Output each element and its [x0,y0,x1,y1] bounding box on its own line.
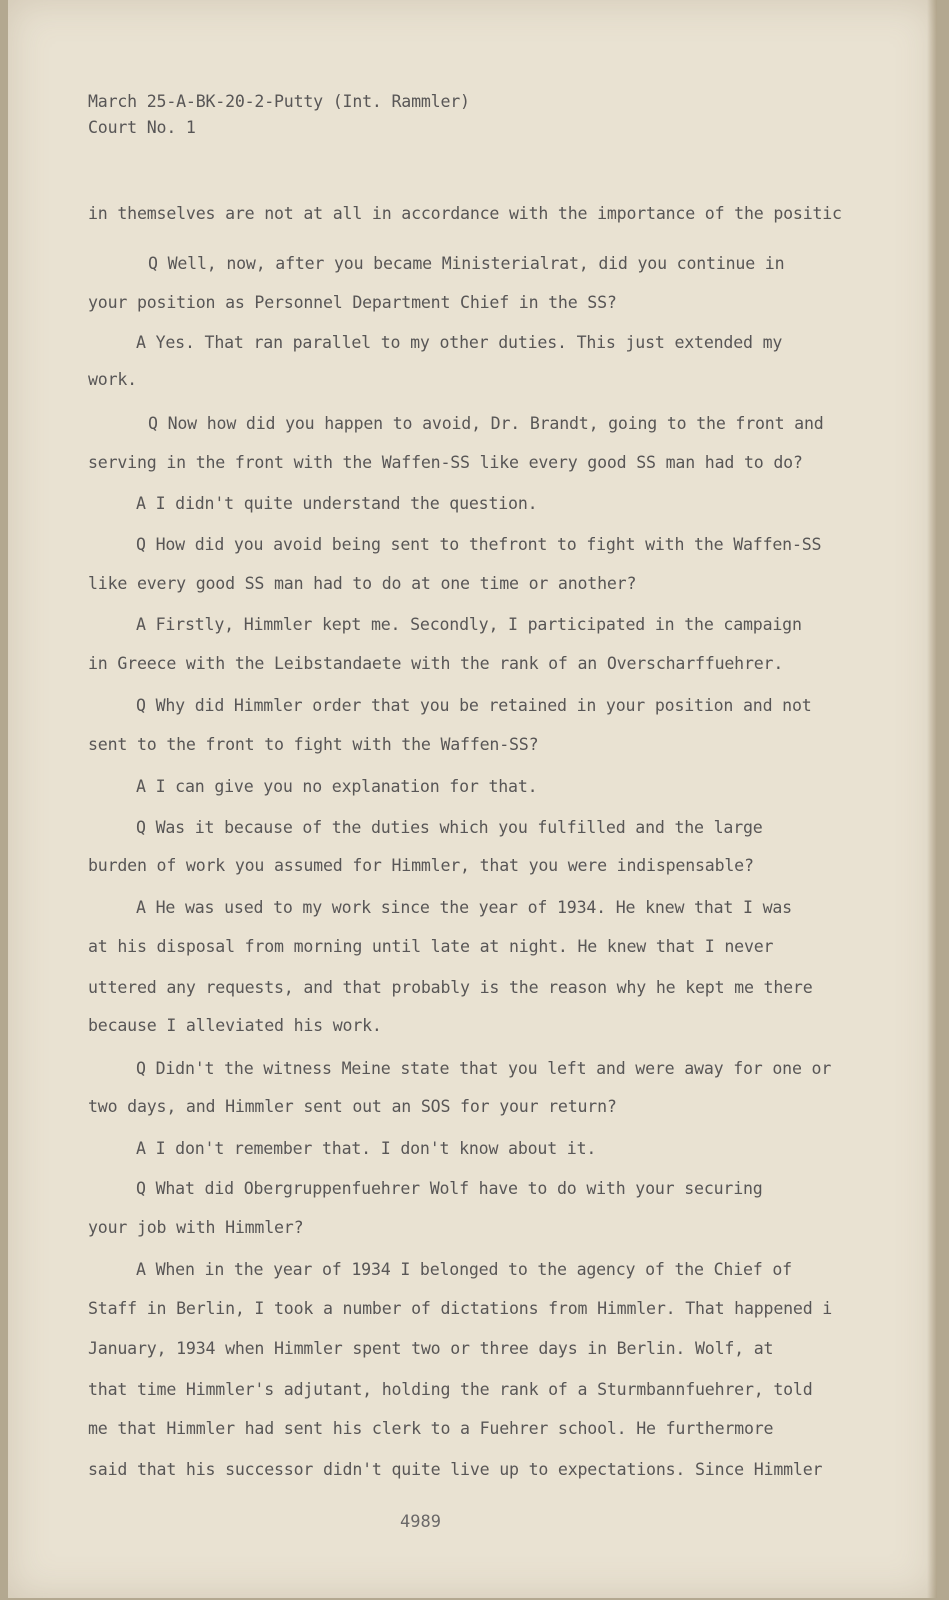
body-line: serving in the front with the Waffen-SS like every good SS man had to do? [88,453,803,472]
body-line: Q Didn't the witness Meine state that you left and were away for one or [136,1059,832,1078]
body-line: A He was used to my work since the year of 1934. He knew that I was [136,898,792,917]
body-line: A I didn't quite understand the question. [136,494,538,513]
body-line: your position as Personnel Department Chief in the SS? [88,293,617,312]
body-line: in themselves are not at all in accordance with the importance of the positic [88,204,842,223]
body-line: burden of work you assumed for Himmler, that you were indispensable? [88,856,754,875]
body-line: your job with Himmler? [88,1218,304,1237]
body-line: Q Now how did you happen to avoid, Dr. Brandt, going to the front and [148,414,824,433]
body-line: Q Well, now, after you became Ministerialrat, did you continue in [148,254,785,273]
document-page [8,0,937,1598]
body-line: Q Was it because of the duties which you fulfilled and the large [136,818,763,837]
body-line: A Yes. That ran parallel to my other duties. This just extended my [136,333,783,352]
body-line: A I can give you no explanation for that. [136,777,538,796]
body-line: January, 1934 when Himmler spent two or three days in Berlin. Wolf, at [88,1339,774,1358]
body-line: two days, and Himmler sent out an SOS for your return? [88,1097,617,1116]
body-line: Q How did you avoid being sent to thefront to fight with the Waffen-SS [136,535,822,554]
body-line: Q What did Obergruppenfuehrer Wolf have to do with your securing [136,1179,763,1198]
body-line: me that Himmler had sent his clerk to a Fuehrer school. He furthermore [88,1419,774,1438]
body-line: that time Himmler's adjutant, holding the rank of a Sturmbannfuehrer, told [88,1380,813,1399]
body-line: at his disposal from morning until late at night. He knew that I never [88,937,774,956]
body-line: like every good SS man had to do at one time or another? [88,574,637,593]
body-line: A When in the year of 1934 I belonged to the agency of the Chief of [136,1260,792,1279]
document-header [88,92,470,144]
body-line: A Firstly, Himmler kept me. Secondly, I participated in the campaign [136,615,802,634]
body-line: uttered any requests, and that probably is the reason why he kept me there [88,978,813,997]
header-line-1: March 25-A-BK-20-2-Putty (Int. Rammler) [88,92,470,111]
header-line-2: Court No. 1 [88,118,196,137]
body-line: because I alleviated his work. [88,1016,382,1035]
body-line: sent to the front to fight with the Waffen-SS? [88,735,539,754]
body-line: Staff in Berlin, I took a number of dictations from Himmler. That happened i [88,1299,833,1318]
page-number: 4989 [400,1512,441,1532]
body-line: in Greece with the Leibstandaete with the rank of an Overscharffuehrer. [88,654,784,673]
body-line: A I don't remember that. I don't know about it. [136,1139,597,1158]
body-line: said that his successor didn't quite live up to expectations. Since Himmler [88,1460,823,1479]
page-edge-shadow [927,0,937,1598]
body-line: work. [88,370,137,389]
body-line: Q Why did Himmler order that you be retained in your position and not [136,696,812,715]
